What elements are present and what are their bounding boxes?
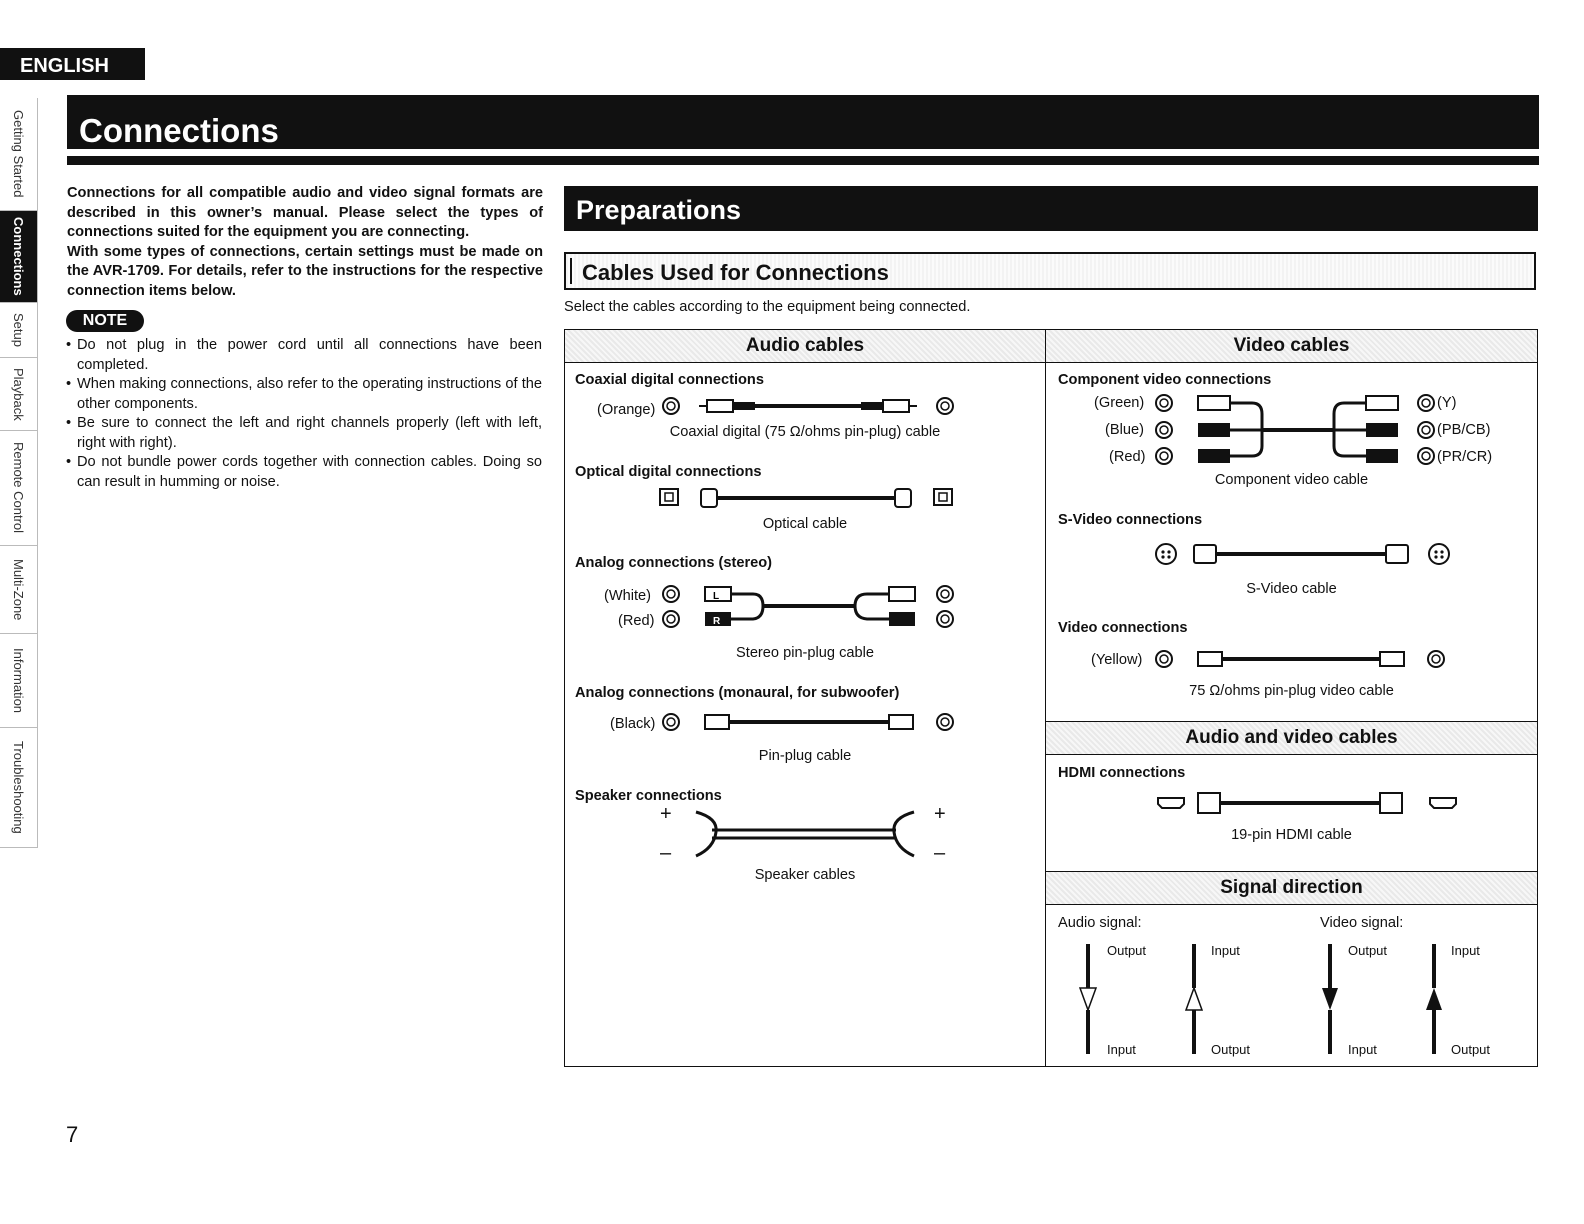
speaker-plus-left: + bbox=[660, 803, 672, 825]
section-title: Preparations bbox=[576, 195, 742, 225]
speaker-minus-right: – bbox=[934, 842, 946, 864]
component-caption: Component video cable bbox=[1214, 472, 1369, 488]
speaker-cable-icon bbox=[690, 808, 920, 860]
language-tab: ENGLISH bbox=[0, 48, 145, 80]
svideo-cable-icon bbox=[1150, 539, 1460, 569]
video-signal-label: Video signal: bbox=[1320, 915, 1404, 931]
mono-color-label: (Black) bbox=[610, 716, 656, 732]
speaker-minus-left: – bbox=[660, 842, 672, 864]
coaxial-caption: Coaxial digital (75 Ω/ohms pin-plug) cable bbox=[669, 424, 941, 440]
composite-caption: 75 Ω/ohms pin-plug video cable bbox=[1189, 683, 1394, 699]
coaxial-title: Coaxial digital connections bbox=[575, 372, 764, 388]
section-bar bbox=[564, 186, 1538, 231]
side-tab-setup[interactable] bbox=[0, 303, 38, 358]
note-list bbox=[66, 336, 542, 492]
hdmi-caption: 19-pin HDMI cable bbox=[1231, 827, 1352, 843]
svideo-caption: S-Video cable bbox=[1246, 581, 1337, 597]
speaker-title: Speaker connections bbox=[575, 788, 722, 804]
mono-caption: Pin-plug cable bbox=[758, 748, 852, 764]
page-number: 7 bbox=[66, 1122, 79, 1147]
optical-caption: Optical cable bbox=[762, 516, 848, 532]
audio-output-arrow-icon bbox=[1078, 940, 1098, 1056]
video-input-label: Input bbox=[1348, 1042, 1377, 1057]
component-color-blue: (Blue) bbox=[1105, 422, 1144, 438]
side-tab-label: Connections bbox=[11, 217, 26, 296]
audio-return-input-label: Input bbox=[1211, 943, 1240, 958]
video-input-arrow-icon bbox=[1424, 940, 1444, 1056]
note-item: • Be sure to connect the left and right channels properly (left with left, right with right). bbox=[66, 414, 542, 453]
component-color-green: (Green) bbox=[1094, 395, 1145, 411]
side-tab-label: Multi-Zone bbox=[11, 558, 26, 621]
coaxial-color-label: (Orange) bbox=[597, 402, 656, 418]
page-title: Connections bbox=[79, 112, 279, 149]
instruction-text: Select the cables according to the equipment being connected. bbox=[564, 299, 971, 315]
intro-paragraph: With some types of connections, certain settings must be made on the AVR-1709. For details, refer to the instructions for the respective connection items below. bbox=[67, 243, 543, 299]
stereo-color-white: (White) bbox=[604, 588, 652, 604]
audio-input-label: Input bbox=[1107, 1042, 1136, 1057]
component-title: Component video connections bbox=[1058, 372, 1272, 388]
side-tab-label: Setup bbox=[11, 313, 26, 347]
side-tab-getting-started[interactable] bbox=[0, 98, 38, 211]
side-index-tabs bbox=[0, 98, 39, 848]
stereo-cable-icon bbox=[655, 580, 965, 632]
stereo-title: Analog connections (stereo) bbox=[575, 555, 773, 571]
svideo-title: S-Video connections bbox=[1058, 512, 1203, 528]
side-tab-connections[interactable] bbox=[0, 211, 38, 303]
intro-text bbox=[67, 184, 543, 301]
plug-right-label: R bbox=[713, 616, 721, 627]
component-out-pb: (PB/CB) bbox=[1437, 422, 1491, 438]
audio-signal-label: Audio signal: bbox=[1058, 915, 1142, 931]
composite-cable-icon bbox=[1148, 645, 1458, 673]
subsection-bar bbox=[564, 252, 1536, 290]
hdmi-title: HDMI connections bbox=[1058, 765, 1186, 781]
mono-title: Analog connections (monaural, for subwoofer) bbox=[575, 685, 900, 701]
note-item: • Do not bundle power cords together with connection cables. Doing so can result in humming or noise. bbox=[66, 453, 542, 492]
component-color-red: (Red) bbox=[1109, 449, 1146, 465]
plug-left-label: L bbox=[713, 591, 720, 602]
audio-output-label: Output bbox=[1107, 943, 1147, 958]
component-cable-icon bbox=[1148, 390, 1438, 470]
note-item: • When making connections, also refer to the operating instructions of the other components. bbox=[66, 375, 542, 414]
video-cables-header: Video cables bbox=[1046, 330, 1537, 363]
side-tab-troubleshooting[interactable] bbox=[0, 728, 38, 848]
video-output-arrow-icon bbox=[1320, 940, 1340, 1056]
stereo-color-red: (Red) bbox=[618, 613, 655, 629]
side-tab-label: Playback bbox=[11, 367, 26, 421]
side-tab-remote-control[interactable] bbox=[0, 431, 38, 546]
side-tab-playback[interactable] bbox=[0, 358, 38, 431]
side-tab-information[interactable] bbox=[0, 634, 38, 728]
hdmi-cable-icon bbox=[1150, 788, 1460, 818]
intro-paragraph: Connections for all compatible audio and video signal formats are described in this owner’s manual. Please select the types of connections suited for the equipment you are connecting. bbox=[67, 185, 543, 240]
side-tab-label: Information bbox=[11, 647, 26, 714]
audio-return-output-label: Output bbox=[1211, 1042, 1251, 1057]
composite-title: Video connections bbox=[1058, 620, 1188, 636]
video-return-input-label: Input bbox=[1451, 943, 1480, 958]
component-out-pr: (PR/CR) bbox=[1437, 449, 1493, 465]
side-tab-label: Getting Started bbox=[11, 110, 26, 198]
signal-direction-header: Signal direction bbox=[1046, 871, 1537, 905]
video-output-label: Output bbox=[1348, 943, 1388, 958]
side-tab-label: Remote Control bbox=[11, 442, 26, 534]
optical-cable-icon bbox=[655, 484, 965, 512]
av-cables-header: Audio and video cables bbox=[1046, 721, 1537, 755]
subsection-title: Cables Used for Connections bbox=[582, 260, 889, 285]
video-return-output-label: Output bbox=[1451, 1042, 1491, 1057]
stereo-caption: Stereo pin-plug cable bbox=[736, 645, 874, 661]
title-rule bbox=[67, 156, 1539, 165]
note-badge: NOTE bbox=[66, 310, 144, 332]
speaker-plus-right: + bbox=[934, 803, 946, 825]
audio-input-arrow-icon bbox=[1184, 940, 1204, 1056]
audio-cables-header: Audio cables bbox=[565, 330, 1045, 363]
component-out-y: (Y) bbox=[1437, 395, 1457, 411]
side-tab-label: Troubleshooting bbox=[11, 741, 26, 834]
speaker-caption: Speaker cables bbox=[754, 867, 856, 883]
optical-title: Optical digital connections bbox=[575, 464, 762, 480]
side-tab-multi-zone[interactable] bbox=[0, 546, 38, 634]
composite-color-label: (Yellow) bbox=[1091, 652, 1143, 668]
mono-cable-icon bbox=[655, 708, 965, 736]
note-item: • Do not plug in the power cord until all connections have been completed. bbox=[66, 336, 542, 375]
page-title-bar bbox=[67, 95, 1539, 149]
coaxial-cable-icon bbox=[655, 392, 965, 420]
